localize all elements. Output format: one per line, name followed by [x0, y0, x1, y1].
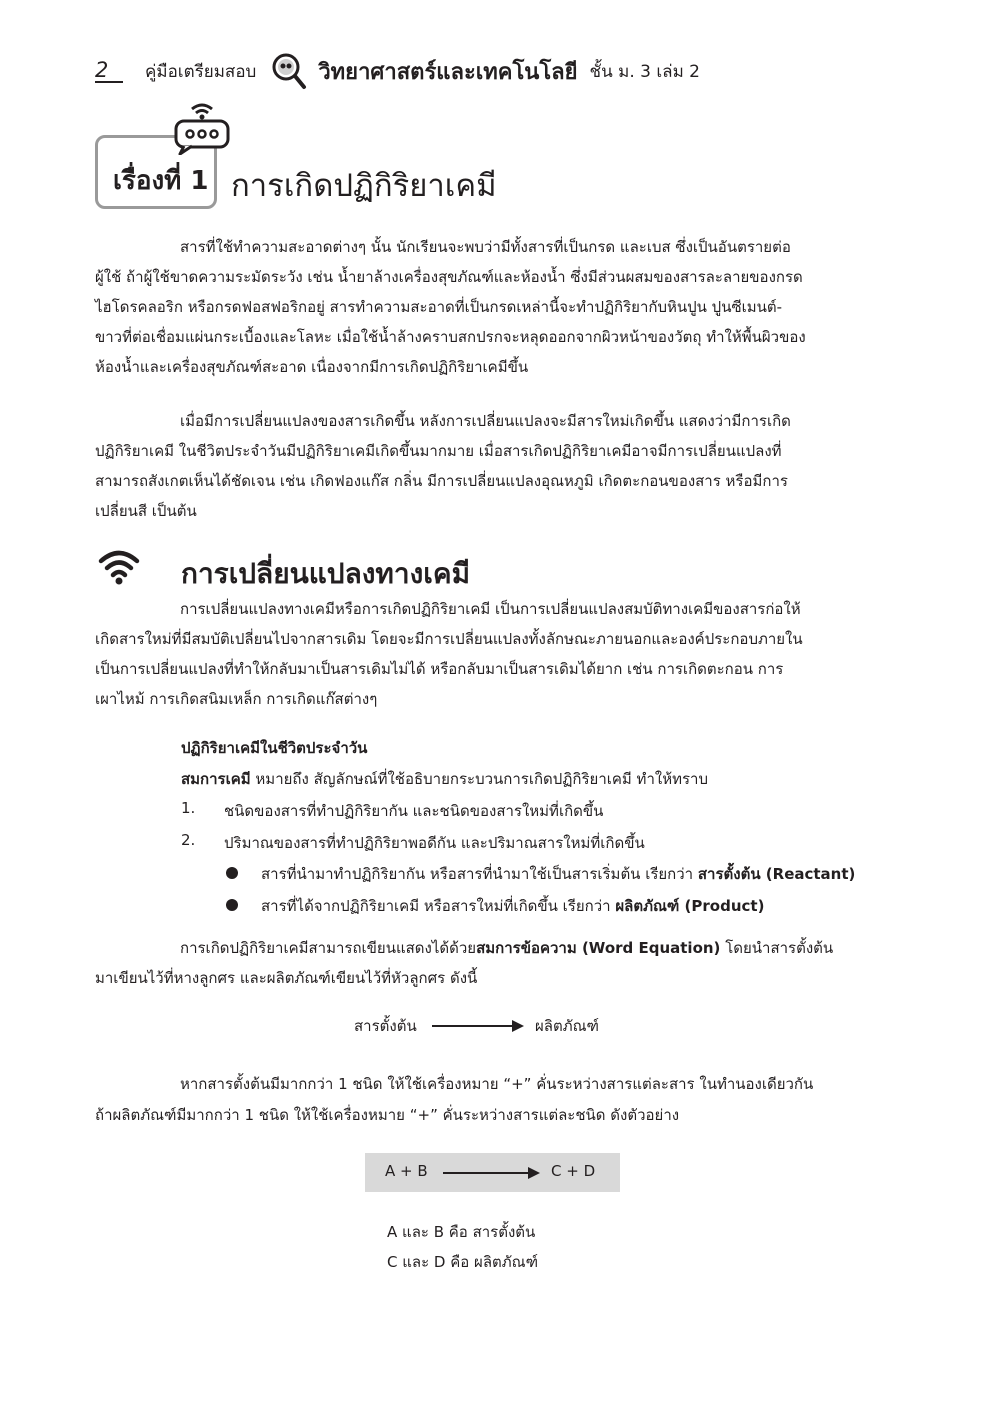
arrow-head-icon: [528, 1167, 540, 1179]
paragraph-line: เป็นการเปลี่ยนแปลงที่ทำให้กลับมาเป็นสารเดิมไม่ได้ หรือกลับมาเป็นสารเดิมได้ยาก เช่น การเกิดตะกอน การ: [95, 660, 784, 678]
chat-bubble-icon: [168, 95, 232, 155]
intro-paragraph-2: [95, 406, 897, 526]
example-note: A และ B คือ สารตั้งต้น: [387, 1223, 536, 1241]
page-number: 2: [95, 59, 123, 83]
chapter-label: เรื่องที่ 1: [113, 166, 209, 196]
paragraph-line: เกิดสารใหม่ที่มีสมบัติเปลี่ยนไปจากสารเดิม โดยจะมีการเปลี่ยนแปลงทั้งลักษณะภายนอกและองค์ประกอบภายใน: [95, 630, 803, 648]
section-paragraph: [95, 594, 897, 714]
list-number: 1.: [181, 799, 196, 817]
intro-paragraph-1: [95, 232, 897, 382]
paragraph-line: หากสารตั้งต้นมีมากกว่า 1 ชนิด ให้ใช้เครื่องหมาย “+” คั่นระหว่างสารแต่ละสาร ในทำนองเดียวกัน: [180, 1075, 814, 1093]
example-reactants: A + B: [385, 1162, 428, 1180]
paragraph-line: ขาวที่ต่อเชื่อมแผ่นกระเบื้องและโลหะ เมื่อใช้น้ำล้างคราบสกปรกจะหลุดออกจากผิวหน้าของวัตถุ ทำให้พื้นผิวของ: [95, 328, 806, 346]
grade-label: ชั้น ม. 3 เล่ม 2: [589, 61, 700, 82]
example-products: C + D: [551, 1162, 596, 1180]
bullet-term: ผลิตภัณฑ์ (Product): [615, 897, 765, 915]
word-equation-line: [180, 936, 833, 960]
reactant-label: สารตั้งต้น: [354, 1017, 417, 1035]
bullet-icon: [226, 899, 238, 911]
bullet-text: สารที่ได้จากปฏิกิริยาเคมี หรือสารใหม่ที่เกิดขึ้น เรียกว่า: [261, 897, 616, 915]
bullet-text: สารที่นำมาทำปฏิกิริยากัน หรือสารที่นำมาใช้เป็นสารเริ่มต้น เรียกว่า: [261, 865, 698, 883]
paragraph-line: ปฏิกิริยาเคมี ในชีวิตประจำวันมีปฏิกิริยาเคมีเกิดขึ้นมากมาย เมื่อสารเกิดปฏิกิริยาเคมีอาจมีการเปลี่ยนแปลงที่: [95, 442, 782, 460]
paragraph-line: ไฮโดรคลอริก หรือกรดฟอสฟอริกอยู่ สารทำความสะอาดที่เป็นกรดเหล่านี้จะทำปฏิกิริยากับหินปูน ปูนซีเมนต์-: [95, 298, 783, 316]
subheading: ปฏิกิริยาเคมีในชีวิตประจำวัน: [181, 739, 368, 757]
list-number: 2.: [181, 831, 196, 849]
definition-text: หมายถึง สัญลักษณ์ที่ใช้อธิบายกระบวนการเกิดปฏิกิริยาเคมี ทำให้ทราบ: [250, 770, 708, 788]
text: โดยนำสารตั้งต้น: [720, 939, 834, 957]
paragraph-line: สามารถสังเกตเห็นได้ชัดเจน เช่น เกิดฟองแก๊ส กลิ่น มีการเปลี่ยนแปลงอุณหภูมิ เกิดตะกอนของสาร หรือมีการ: [95, 472, 788, 490]
word-equation-term: สมการข้อความ (Word Equation): [476, 939, 721, 957]
text: การเกิดปฏิกิริยาเคมีสามารถเขียนแสดงได้ด้วย: [180, 939, 477, 957]
bullet-item: [261, 862, 855, 886]
page-header: [95, 54, 700, 88]
subject-title: วิทยาศาสตร์และเทคโนโลยี: [318, 59, 578, 85]
product-label: ผลิตภัณฑ์: [535, 1017, 599, 1035]
section-title: การเปลี่ยนแปลงทางเคมี: [181, 557, 471, 590]
paragraph-line: ถ้าผลิตภัณฑ์มีมากกว่า 1 ชนิด ให้ใช้เครื่องหมาย “+” คั่นระหว่างสารแต่ละชนิด ดังตัวอย่าง: [95, 1106, 680, 1124]
list-item: ปริมาณของสารที่ทำปฏิกิริยาพอดีกัน และปริมาณสารใหม่ที่เกิดขึ้น: [224, 834, 645, 852]
chapter-title: การเกิดปฏิกิริยาเคมี: [231, 168, 497, 204]
example-note: C และ D คือ ผลิตภัณฑ์: [387, 1253, 539, 1271]
arrow-head-icon: [512, 1020, 524, 1032]
paragraph-line: ห้องน้ำและเครื่องสุขภัณฑ์สะอาด เนื่องจากมีการเกิดปฏิกิริยาเคมีขึ้น: [95, 358, 529, 376]
wifi-icon: [97, 549, 141, 585]
paragraph-line: เมื่อมีการเปลี่ยนแปลงของสารเกิดขึ้น หลังการเปลี่ยนแปลงจะมีสารใหม่เกิดขึ้น แสดงว่ามีการเกิด: [180, 412, 791, 430]
paragraph-line: เผาไหม้ การเกิดสนิมเหล็ก การเกิดแก๊สต่างๆ: [95, 690, 378, 708]
bullet-item: [261, 894, 764, 918]
word-equation-line: มาเขียนไว้ที่หางลูกศร และผลิตภัณฑ์เขียนไว้ที่หัวลูกศร ดังนี้: [95, 969, 478, 987]
bullet-icon: [226, 867, 238, 879]
list-item: ชนิดของสารที่ทำปฏิกิริยากัน และชนิดของสารใหม่ที่เกิดขึ้น: [224, 802, 604, 820]
book-title: คู่มือเตรียมสอบ: [145, 61, 257, 82]
paragraph-line: เปลี่ยนสี เป็นต้น: [95, 502, 197, 520]
bullet-term: สารตั้งต้น (Reactant): [697, 865, 856, 883]
paragraph-line: การเปลี่ยนแปลงทางเคมีหรือการเกิดปฏิกิริยาเคมี เป็นการเปลี่ยนแปลงสมบัติทางเคมีของสารก่อให้: [180, 600, 801, 618]
arrow-line: [443, 1172, 528, 1174]
definition-term: สมการเคมี: [181, 770, 251, 788]
paragraph-line: สารที่ใช้ทำความสะอาดต่างๆ นั้น นักเรียนจะพบว่ามีทั้งสารที่เป็นกรด และเบส ซึ่งเป็นอันตรายต่อ: [180, 238, 791, 256]
arrow-line: [432, 1025, 512, 1027]
paragraph-line: ผู้ใช้ ถ้าผู้ใช้ขาดความระมัดระวัง เช่น น้ำยาล้างเครื่องสุขภัณฑ์และห้องน้ำ ซึ่งมีส่วนผสมของสารละลายของกรด: [95, 268, 803, 286]
magnifier-icon: [270, 52, 308, 90]
definition: [181, 767, 708, 791]
